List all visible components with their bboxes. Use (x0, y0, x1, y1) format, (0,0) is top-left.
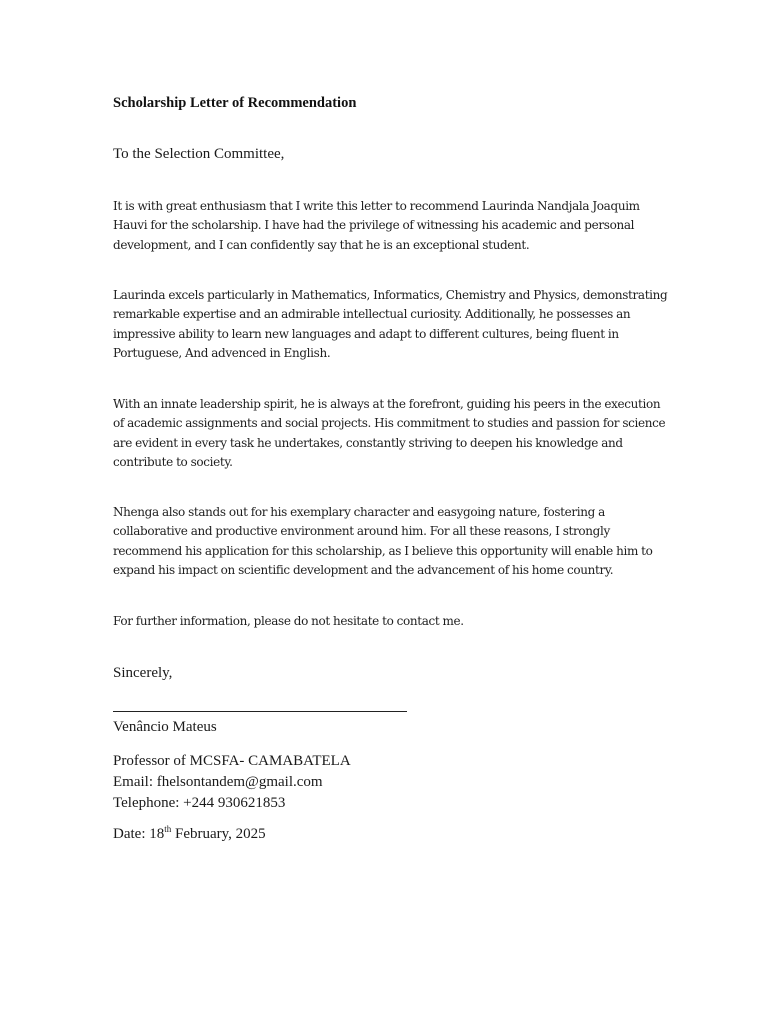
closing: Sincerely, (113, 665, 173, 681)
letter-date (113, 825, 266, 844)
signatory-position: Professor of MCSFA- CAMABATELA (113, 753, 351, 769)
signatory-email: Email: fhelsontandem@gmail.com (113, 774, 323, 790)
date-prefix: Date: 18 (113, 826, 165, 842)
signatory-telephone: Telephone: +244 930621853 (113, 795, 286, 811)
paragraph-introduction: It is with great enthusiasm that I write this letter to recommend Laurinda Nandjala Joaquim Hauvi for the scholarship. I have had the privilege of witnessing his academic and personal development, and I can confidently say that he is an exceptional student. (113, 199, 640, 252)
letter-title: Scholarship Letter of Recommendation (113, 95, 357, 111)
signature-line (113, 711, 407, 712)
signatory-name: Venâncio Mateus (113, 719, 217, 735)
paragraph-contact-offer: For further information, please do not hesitate to contact me. (113, 614, 464, 628)
salutation: To the Selection Committee, (113, 146, 285, 162)
paragraph-character: Nhenga also stands out for his exemplary character and easygoing nature, fostering a collaborative and productive environment around him. For all these reasons, I strongly recommend his application for this scholarship, as I believe this opportunity will enable him to expand his impact on scientific development and the advancement of his home country. (113, 505, 653, 578)
date-rest: February, 2025 (171, 826, 266, 842)
paragraph-leadership: With an innate leadership spirit, he is always at the forefront, guiding his peers in the execution of academic assignments and social projects. His commitment to studies and passion for science are evident in every task he undertakes, constantly striving to deepen his knowledge and contribute to society. (113, 397, 666, 470)
date-ordinal-suffix: th (164, 824, 172, 834)
paragraph-academic-strengths: Laurinda excels particularly in Mathematics, Informatics, Chemistry and Physics, demonstrating remarkable expertise and an admirable intellectual curiosity. Additionally, he possesses an impressive ability to learn new languages and adapt to different cultures, being fluent in Portuguese, And advenced in English. (113, 288, 668, 361)
contact-details (113, 751, 351, 814)
